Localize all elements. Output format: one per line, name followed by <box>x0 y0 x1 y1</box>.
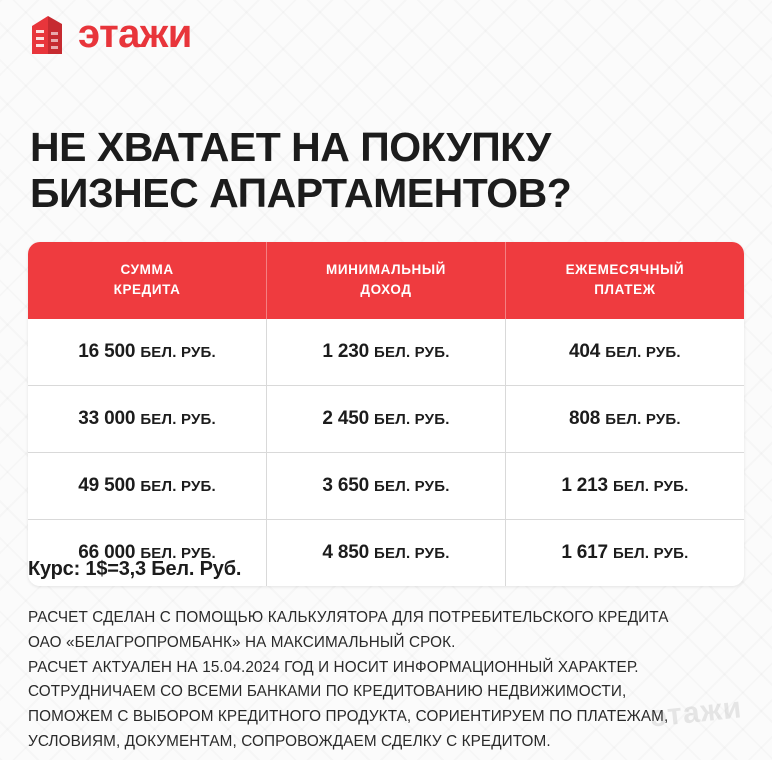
disclaimer-line-3: РАСЧЕТ АКТУАЛЕН НА 15.04.2024 ГОД И НОСИТ ИНФОРМАЦИОННЫЙ ХАРАКТЕР. <box>28 658 639 676</box>
column-header-amount-line-2: КРЕДИТА <box>113 281 181 297</box>
cell-income <box>267 319 506 386</box>
cell-payment-unit: БЕЛ. РУБ. <box>605 411 681 429</box>
cell-payment-unit: БЕЛ. РУБ. <box>605 344 681 362</box>
cell-amount-value: 66 000 <box>78 542 136 564</box>
cell-amount-value: 33 000 <box>78 408 136 430</box>
disclaimer-line-1: РАСЧЕТ СДЕЛАН С ПОМОЩЬЮ КАЛЬКУЛЯТОРА ДЛЯ ПОТРЕБИТЕЛЬСКОГО КРЕДИТА <box>28 609 669 626</box>
cell-amount <box>28 453 267 520</box>
cell-amount-value: 49 500 <box>78 475 136 497</box>
cell-amount <box>28 386 267 453</box>
cell-payment <box>505 319 744 386</box>
cell-income-value: 2 450 <box>322 408 369 430</box>
cell-income-value: 1 230 <box>322 341 369 363</box>
headline-line-2: БИЗНЕС АПАРТАМЕНТОВ? <box>30 170 572 217</box>
cell-payment <box>505 386 744 453</box>
table-header-row <box>28 242 744 319</box>
column-header-payment-line-1: ЕЖЕМЕСЯЧНЫЙ <box>565 262 685 277</box>
cell-amount <box>28 319 267 386</box>
table-row <box>28 319 744 386</box>
column-header-amount-line-1: СУММА <box>120 262 174 277</box>
credit-table-container <box>28 242 744 586</box>
cell-payment-value: 808 <box>569 408 601 430</box>
column-header-payment-line-2: ПЛАТЕЖ <box>594 281 656 297</box>
cell-payment <box>505 453 744 520</box>
disclaimer-line-2: ОАО «БЕЛАГРОПРОМБАНК» НА МАКСИМАЛЬНЫЙ СРОК. <box>28 633 456 651</box>
cell-payment-value: 1 213 <box>561 475 608 497</box>
cell-amount-unit: БЕЛ. РУБ. <box>140 344 216 362</box>
cell-payment-unit: БЕЛ. РУБ. <box>612 478 689 496</box>
disclaimer-line-4: СОТРУДНИЧАЕМ СО ВСЕМИ БАНКАМИ ПО КРЕДИТОВАНИЮ НЕДВИЖИМОСТИ, <box>28 683 627 701</box>
table-row <box>28 386 744 453</box>
column-header-amount <box>28 242 267 319</box>
cell-payment-unit: БЕЛ. РУБ. <box>612 545 689 563</box>
disclaimer-text <box>28 606 744 755</box>
cell-income-unit: БЕЛ. РУБ. <box>374 545 450 563</box>
cell-payment <box>505 520 744 587</box>
cell-income-value: 4 850 <box>322 542 369 564</box>
disclaimer-line-6: УСЛОВИЯМ, ДОКУМЕНТАМ, СОПРОВОЖДАЕМ СДЕЛКУ С КРЕДИТОМ. <box>28 732 551 750</box>
cell-income-unit: БЕЛ. РУБ. <box>374 478 450 496</box>
watermark: этажи <box>648 691 744 734</box>
cell-amount-unit: БЕЛ. РУБ. <box>140 545 216 563</box>
credit-table <box>28 242 744 586</box>
exchange-rate-note: Курс: 1$=3,3 Бел. Руб. <box>28 558 242 580</box>
cell-income <box>267 453 506 520</box>
headline-line-1: НЕ ХВАТАЕТ НА ПОКУПКУ <box>30 124 551 171</box>
disclaimer-line-5: ПОМОЖЕМ С ВЫБОРОМ КРЕДИТНОГО ПРОДУКТА, СОРИЕНТИРУЕМ ПО ПЛАТЕЖАМ, <box>28 708 669 726</box>
brand-name: этажи <box>78 12 192 56</box>
cell-amount-value: 16 500 <box>78 341 136 363</box>
table-body <box>28 319 744 586</box>
cell-amount-unit: БЕЛ. РУБ. <box>140 478 216 496</box>
page-title <box>30 125 742 217</box>
cell-income-unit: БЕЛ. РУБ. <box>374 411 450 429</box>
column-header-income <box>267 242 506 319</box>
cell-amount-unit: БЕЛ. РУБ. <box>140 411 216 429</box>
cell-income-value: 3 650 <box>322 475 369 497</box>
brand-logo[interactable] <box>28 12 192 56</box>
cell-income <box>267 520 506 587</box>
cell-payment-value: 404 <box>569 341 601 363</box>
column-header-income-line-1: МИНИМАЛЬНЫЙ <box>325 262 446 277</box>
cell-payment-value: 1 617 <box>561 542 608 564</box>
table-row <box>28 453 744 520</box>
cell-income-unit: БЕЛ. РУБ. <box>374 344 450 362</box>
building-icon <box>28 12 66 56</box>
table-header <box>28 242 744 319</box>
column-header-payment <box>505 242 744 319</box>
column-header-income-line-2: ДОХОД <box>360 281 412 297</box>
cell-income <box>267 386 506 453</box>
